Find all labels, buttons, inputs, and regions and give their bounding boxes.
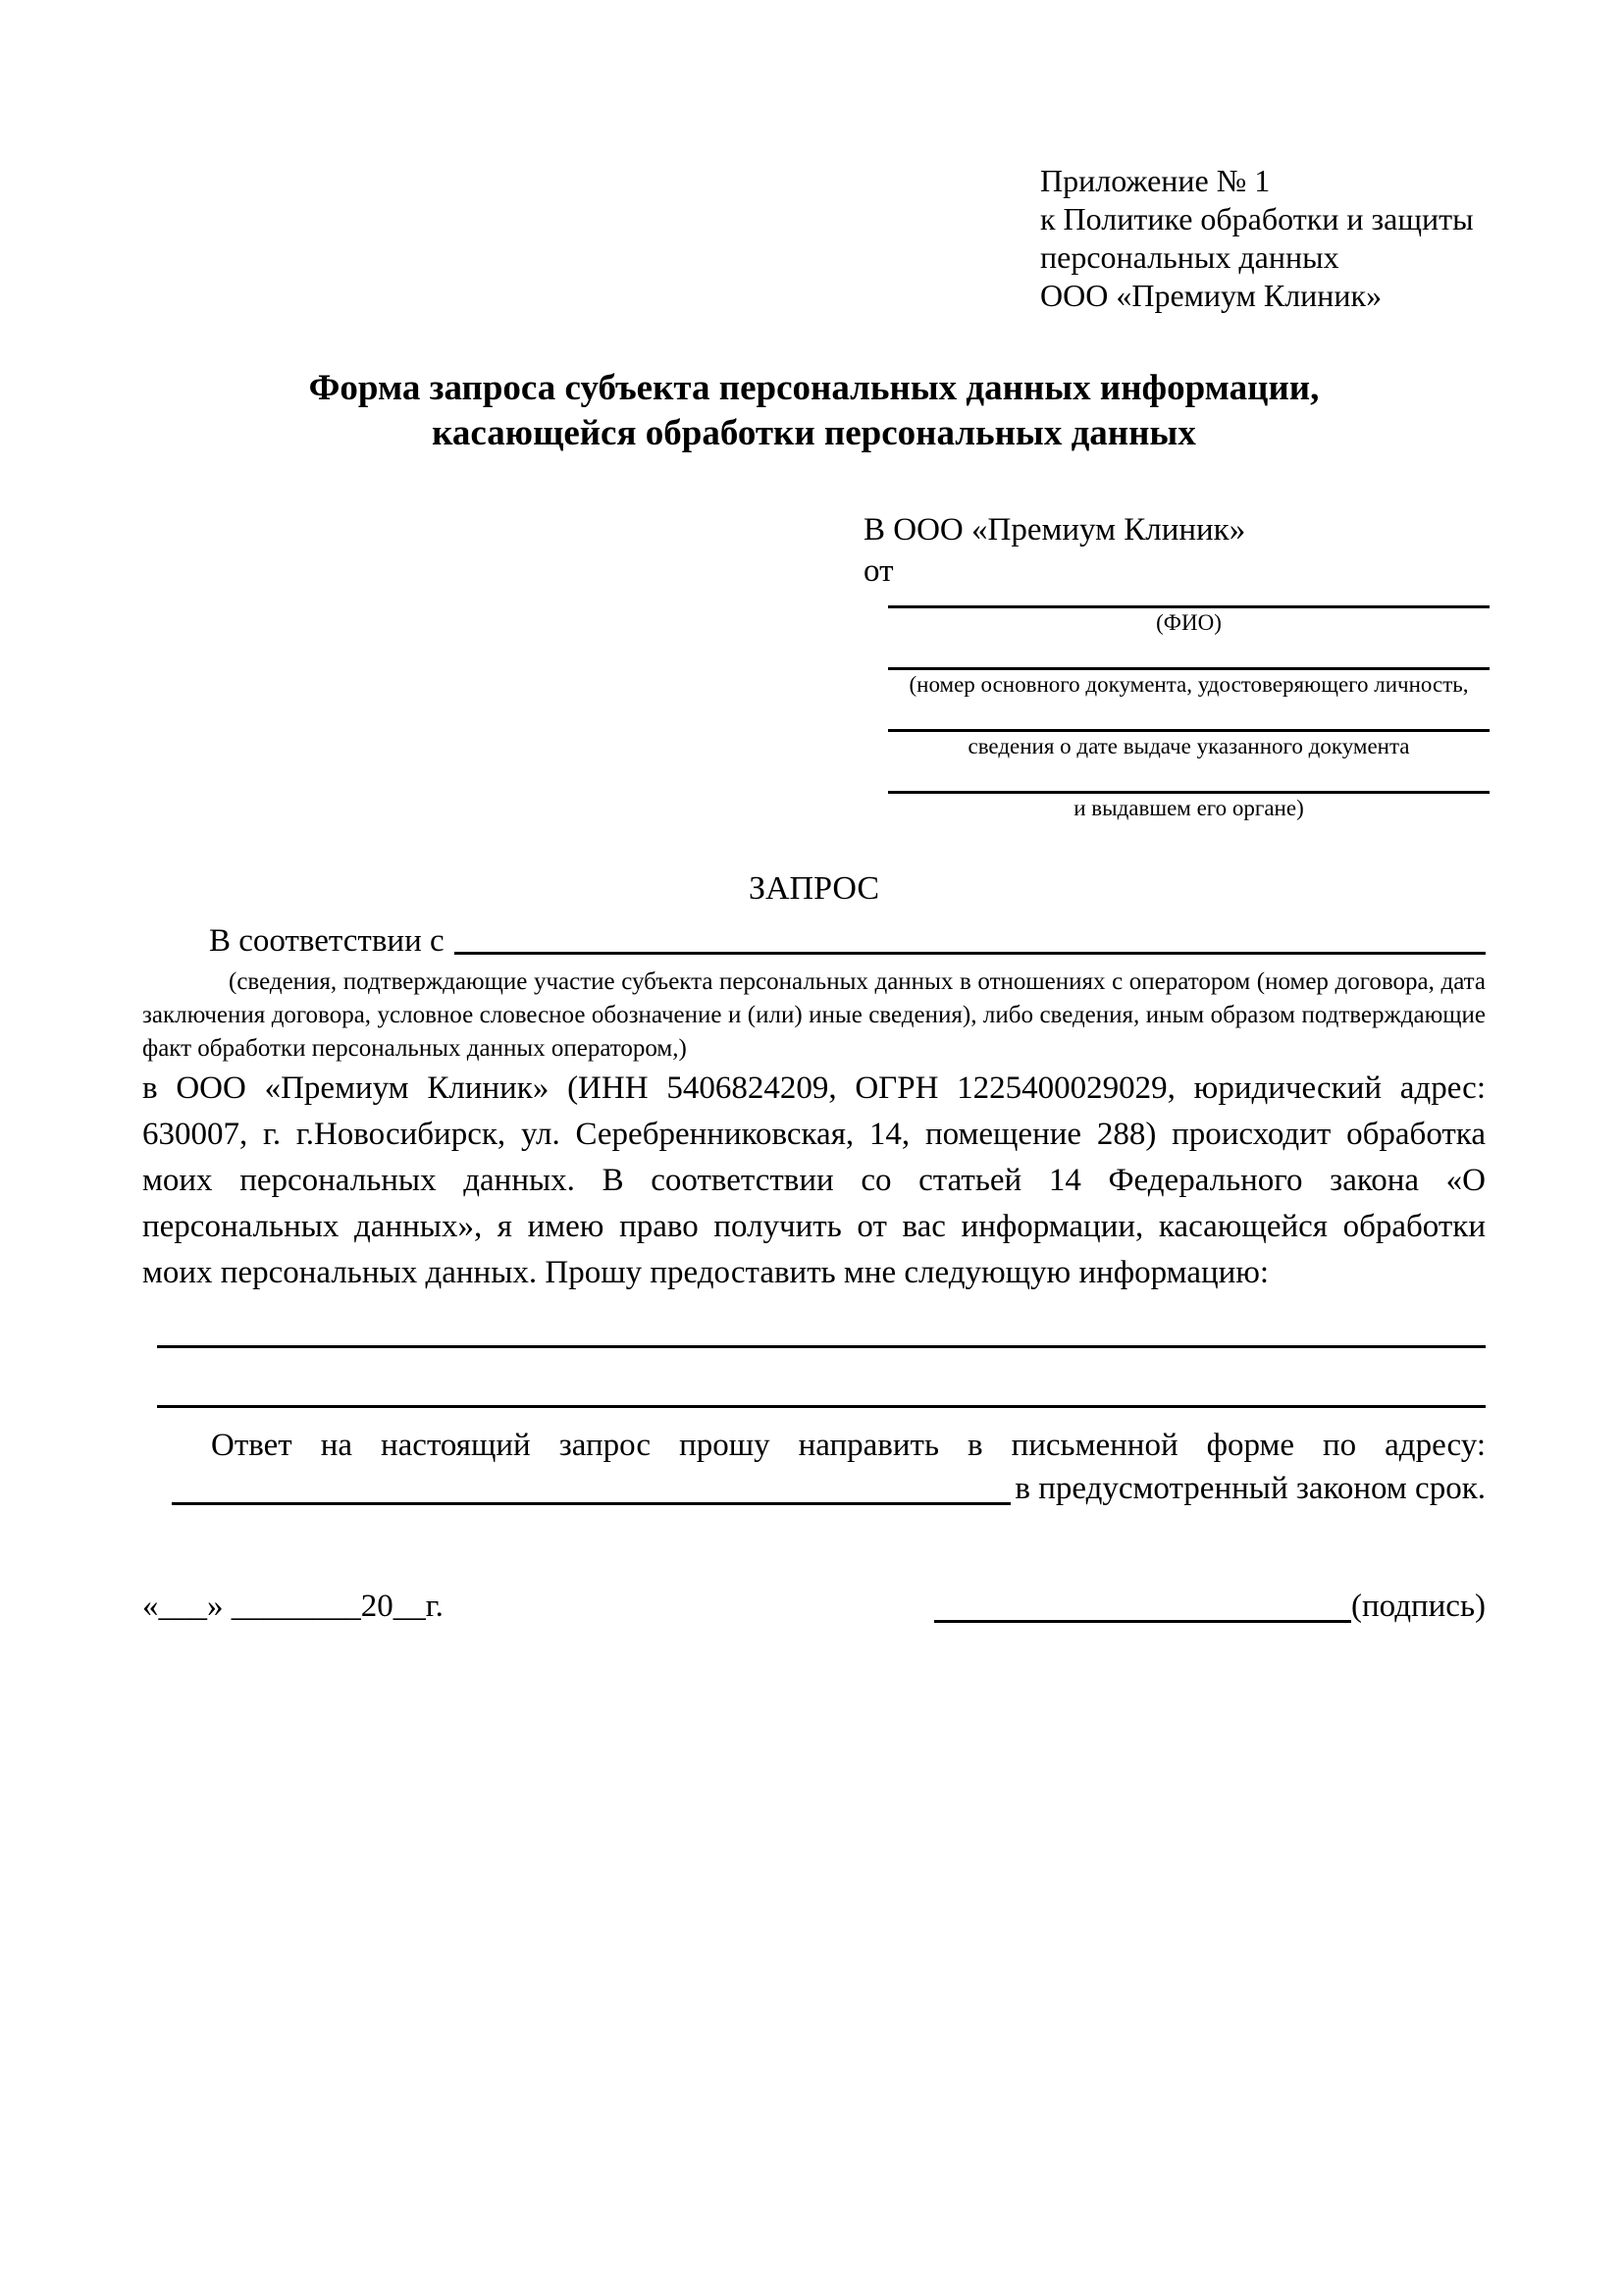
date-signature-row <box>142 1585 1486 1628</box>
document-number-caption: (номер основного документа, удостоверяющего личность, <box>909 672 1469 697</box>
basis-fine-print: (сведения, подтверждающие участие субъекта персональных данных в отношениях с оператором (номер договора, дата заключения договора, условное словесное обозначение и (или) иные сведения), либо сведения, иным образом подтверждающие факт обработки персональных данных оператором,) <box>142 968 1486 1062</box>
request-body-paragraph: в ООО «Премиум Клиник» (ИНН 5406824209, ОГРН 1225400029029, юридический адрес: 630007, г. г.Новосибирск, ул. Серебренниковская, 14, помещение 288) происходит обработка моих персональных данных. В соответствии со статьей 14 Федерального закона «О персональных данных», я имею право получить от вас информации, касающейся обработки моих персональных данных. Прошу предоставить мне следующую информацию: <box>142 1070 1486 1290</box>
information-fill-line-1 <box>157 1345 1486 1348</box>
fio-field <box>864 605 1492 638</box>
signature-caption: (подпись) <box>1351 1589 1486 1624</box>
response-suffix: в предусмотренный законом срок. <box>1015 1471 1486 1506</box>
annex-block <box>1040 162 1486 315</box>
fio-caption: (ФИО) <box>1156 610 1222 635</box>
issuing-authority-field <box>864 791 1492 823</box>
addressee-to: В ООО «Премиум Клиник» <box>864 512 1246 548</box>
response-address-row <box>142 1467 1486 1510</box>
request-heading: ЗАПРОС <box>748 870 880 907</box>
issue-date-caption: сведения о дате выдаче указанного документа <box>968 734 1410 758</box>
issuing-authority-caption: и выдавшем его органе) <box>1073 796 1304 820</box>
addressee-block <box>864 509 1492 823</box>
annex-line-3: персональных данных <box>1040 239 1339 275</box>
request-lead-text: В соответствии с <box>209 923 445 959</box>
request-lead-row <box>142 923 1486 960</box>
signature-fill-line <box>934 1620 1351 1623</box>
address-fill-line <box>172 1502 1011 1505</box>
annex-line-2: к Политике обработки и защиты <box>1040 201 1474 236</box>
addressee-from-label: от <box>864 553 894 589</box>
information-fill-line-2 <box>157 1405 1486 1408</box>
document-number-field <box>864 667 1492 700</box>
issue-date-field <box>864 729 1492 761</box>
document-title-line-2: касающейся обработки персональных данных <box>432 413 1196 453</box>
document-title <box>142 366 1486 456</box>
document-title-line-1: Форма запроса субъекта персональных данных информации, <box>308 368 1320 408</box>
signature-group <box>934 1585 1486 1628</box>
date-blank: «___» ________20__г. <box>142 1589 444 1624</box>
basis-fill-line <box>454 952 1486 955</box>
annex-line-4: ООО «Премиум Клиник» <box>1040 278 1383 313</box>
annex-line-1: Приложение № 1 <box>1040 163 1271 198</box>
response-paragraph: Ответ на настоящий запрос прошу направить в письменной форме по адресу: <box>211 1428 1486 1463</box>
